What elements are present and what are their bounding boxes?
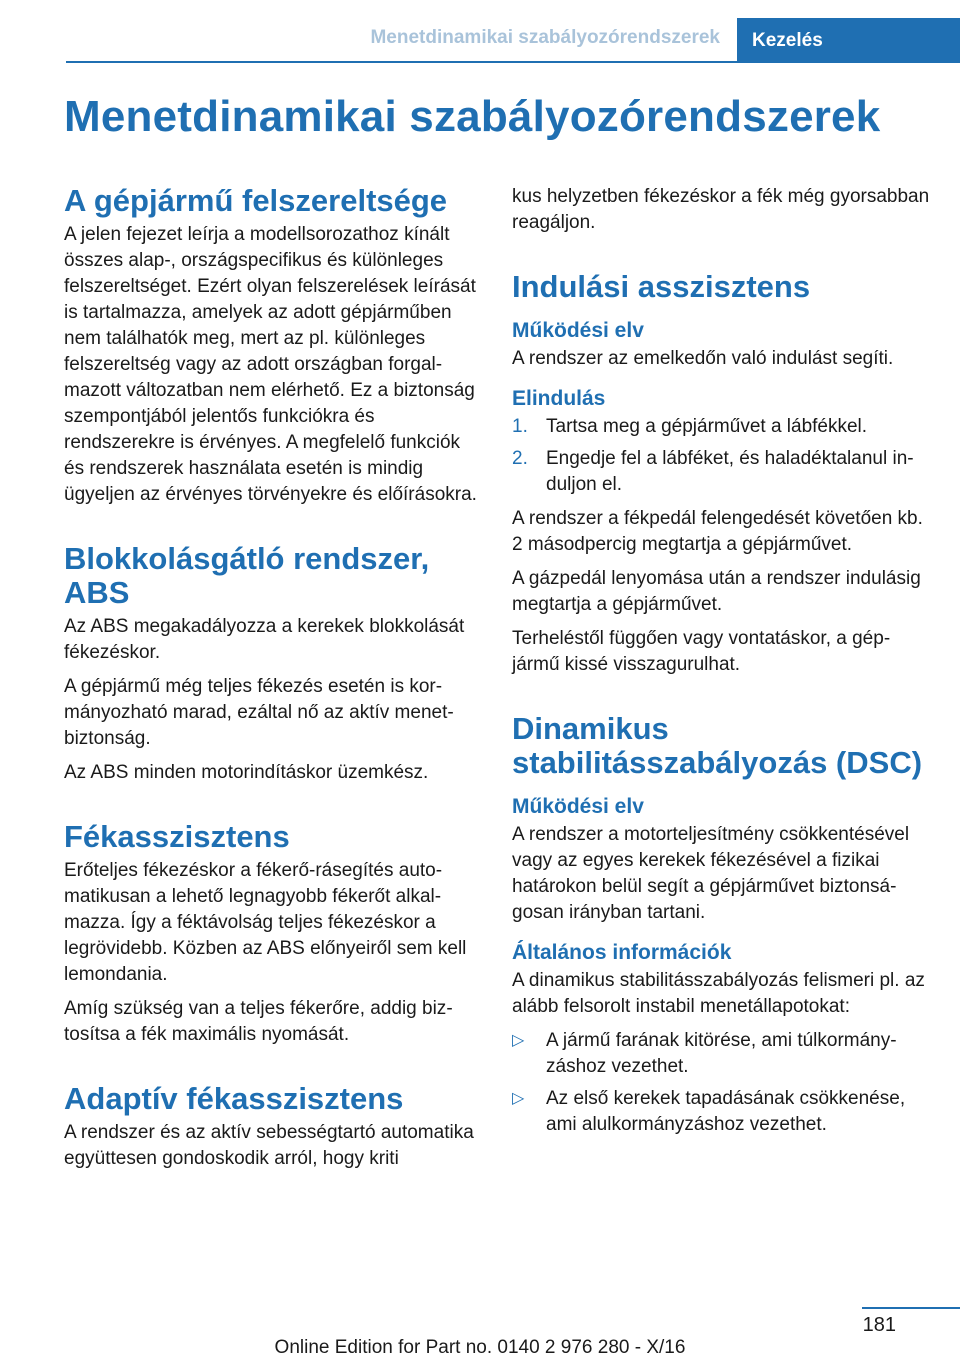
section-title-adaptive-brake-assist: Adaptív fékasszisztens	[64, 1081, 404, 1116]
steps-list	[512, 414, 930, 498]
paragraph: Erőteljes fékezéskor a fékerő-rásegítés automatikusan a lehető legnagyobb fékerőt alkalmazza. Így a féktávolság teljes fékezéskor a legrövidebb. Közben az ABS előnyeiről sem kell lemondania.	[64, 860, 467, 985]
paragraph: A gázpedál lenyomása után a rendszer indulásig megtartja a gépjárművet.	[512, 568, 921, 615]
footer-rule	[862, 1307, 960, 1309]
paragraph: A jelen fejezet leírja a modellsorozathoz kínált összes alap-, országspecifikus és különleges felszereltséget. Ezért olyan felszerelések leírását is tartalmazza, amelyek az adott gépjárműben nem találhatók meg, mert az pl. különleges felszereltség vagy az adott országban forgalmazott változatban nem elérhető. Ez a biztonság szempontjából jelentős funkciókra és rendszerekre is érvényes. A megfelelő funkciók és rendszerek használata esetén is mindig ügyeljen az érvényes törvényekre és előírásokra.	[64, 224, 477, 505]
header-chapter-tab	[737, 18, 960, 63]
paragraph: Amíg szükség van a teljes fékerőre, addig biztosítsa a fék maximális nyomását.	[64, 998, 453, 1045]
step-text: Engedje fel a lábféket, és haladéktalanul induljon el.	[546, 448, 914, 495]
subheading-general-info: Általános információk	[512, 941, 732, 964]
step-number: 1.	[512, 416, 528, 437]
footer-edition: Online Edition for Part no. 0140 2 976 280 - X/16	[274, 1337, 686, 1358]
paragraph: A rendszer és az aktív sebességtartó automatika együttesen gondoskodik arról, hogy kriti	[64, 1122, 474, 1169]
header-section-title: Menetdinamikai szabályozórendszerek	[370, 27, 720, 48]
bullet-text: Az első kerekek tapadásának csökkenése, ami alulkormányzáshoz vezethet.	[546, 1088, 906, 1135]
subheading-starting-off: Elindulás	[512, 387, 606, 410]
left-column	[64, 184, 479, 1180]
paragraph: A dinamikus stabilitásszabályozás felismeri pl. az alább felsorolt instabil menetállapotokat:	[512, 970, 925, 1017]
step-text: Tartsa meg a gépjárművet a lábfékkel.	[546, 416, 868, 437]
paragraph: A rendszer az emelkedőn való indulást segíti.	[512, 348, 894, 369]
triangle-bullet-icon: ▷	[512, 1032, 525, 1049]
paragraph: kus helyzetben fékezéskor a fék még gyorsabban reagáljon.	[512, 186, 930, 233]
section-title-dsc: Dinamikus stabilitásszabályozás (DSC)	[512, 711, 923, 780]
right-column	[512, 184, 930, 1146]
section-title-equipment: A gépjármű felszereltsége	[64, 183, 448, 218]
paragraph: Terheléstől függően vagy vontatáskor, a gépjármű kissé visszagurulhat.	[512, 628, 891, 675]
page-title: Menetdinamikai szabályozórendszerek	[64, 92, 881, 141]
bullet-item	[512, 1028, 930, 1080]
triangle-bullet-icon: ▷	[512, 1090, 525, 1107]
section-title-brake-assist: Fékasszisztens	[64, 819, 290, 854]
step-item	[512, 414, 930, 440]
paragraph: Az ABS megakadályozza a kerekek blokkolását fékezéskor.	[64, 616, 465, 663]
bullet-text: A jármű farának kitörése, ami túlkormányzáshoz vezethet.	[546, 1030, 897, 1077]
subheading-principle: Működési elv	[512, 319, 644, 342]
header-rule	[66, 61, 960, 63]
page-number: 181	[862, 1314, 896, 1336]
paragraph: A rendszer a motorteljesítmény csökkentésével vagy az egyes kerekek fékezésével a fizikai határokon belül segít a gépjárművet biztonságosan irányban tartani.	[512, 824, 910, 923]
paragraph: A gépjármű még teljes fékezés esetén is kormányozható marad, ezáltal nő az aktív menetbiztonság.	[64, 676, 454, 749]
paragraph: A rendszer a fékpedál felengedését követően kb. 2 másodpercig megtartja a gépjárművet.	[512, 508, 923, 555]
header-chapter-label: Kezelés	[752, 29, 823, 51]
step-number: 2.	[512, 448, 528, 469]
bullet-list	[512, 1028, 930, 1138]
section-title-abs: Blokkolásgátló rendszer, ABS	[64, 541, 430, 610]
subheading-principle: Működési elv	[512, 795, 644, 818]
section-title-hill-start-assist: Indulási asszisztens	[512, 269, 811, 304]
step-item	[512, 446, 930, 498]
bullet-item	[512, 1086, 930, 1138]
paragraph: Az ABS minden motorindításkor üzemkész.	[64, 762, 429, 783]
